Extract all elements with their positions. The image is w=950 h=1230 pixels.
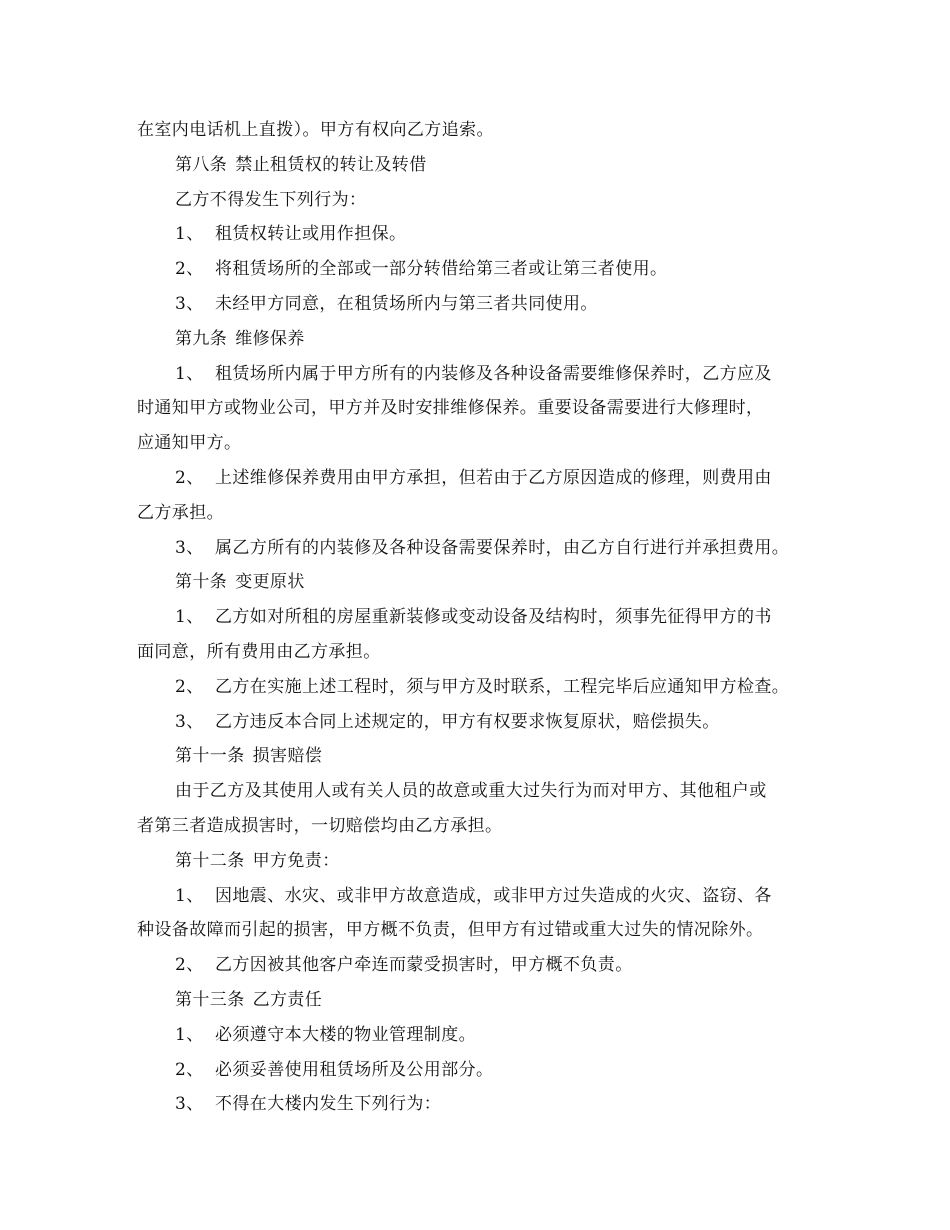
clause-item bbox=[137, 1087, 827, 1122]
clause-item bbox=[137, 705, 827, 740]
article-title: 禁止租赁权的转让及转借 bbox=[235, 154, 427, 175]
body-text-line: 者第三者造成损害时，一切赔偿均由乙方承担。 bbox=[137, 815, 503, 836]
clause-item bbox=[137, 948, 827, 983]
clause-text: 租赁场所内属于甲方所有的内装修及各种设备需要维修保养时，乙方应及 bbox=[215, 363, 772, 384]
article-heading bbox=[137, 983, 827, 1018]
clause-item bbox=[137, 217, 827, 252]
clause-text: 必须遵守本大楼的物业管理制度。 bbox=[215, 1024, 476, 1045]
clause-text: 未经甲方同意，在租赁场所内与第三者共同使用。 bbox=[215, 293, 598, 314]
body-text-line: 乙方不得发生下列行为： bbox=[175, 189, 367, 210]
clause-text: 因地震、水灾、或非甲方故意造成，或非甲方过失造成的火灾、盗窃、各 bbox=[215, 885, 772, 906]
article-heading bbox=[137, 148, 827, 183]
article-number: 第十二条 bbox=[175, 850, 245, 871]
clause-item bbox=[137, 357, 827, 392]
body-text-line: 由于乙方及其使用人或有关人员的故意或重大过失行为而对甲方、其他租户或 bbox=[175, 781, 767, 802]
article-title: 损害赔偿 bbox=[252, 746, 323, 767]
article-number: 第十条 bbox=[175, 572, 228, 593]
clause-number: 2、 bbox=[175, 467, 204, 488]
contract-text-body bbox=[137, 113, 827, 1122]
clause-item bbox=[137, 287, 827, 322]
body-text-line: 乙方承担。 bbox=[137, 502, 224, 523]
clause-text: 必须妥善使用租赁场所及公用部分。 bbox=[215, 1059, 494, 1080]
article-title: 乙方责任 bbox=[252, 989, 323, 1010]
clause-number: 2、 bbox=[175, 1059, 204, 1080]
clause-item bbox=[137, 531, 827, 566]
clause-item bbox=[137, 461, 827, 496]
body-text-line: 时通知甲方或物业公司，甲方并及时安排维修保养。重要设备需要进行大修理时， bbox=[137, 398, 764, 419]
clause-number: 1、 bbox=[175, 363, 204, 384]
body-text-line: 种设备故障而引起的损害，甲方概不负责，但甲方有过错或重大过失的情况除外。 bbox=[137, 920, 764, 941]
clause-number: 1、 bbox=[175, 607, 204, 628]
body-text-line: 在室内电话机上直拨）。甲方有权向乙方追索。 bbox=[137, 120, 494, 140]
article-heading bbox=[137, 844, 827, 879]
clause-text: 上述维修保养费用由甲方承担，但若由于乙方原因造成的修理，则费用由 bbox=[215, 467, 772, 488]
clause-text: 乙方违反本合同上述规定的，甲方有权要求恢复原状，赔偿损失。 bbox=[215, 711, 720, 732]
article-title: 维修保养 bbox=[235, 328, 305, 349]
article-title: 甲方免责： bbox=[252, 850, 340, 871]
clause-number: 2、 bbox=[175, 676, 204, 697]
clause-text: 乙方如对所租的房屋重新装修或变动设备及结构时，须事先征得甲方的书 bbox=[215, 607, 772, 628]
article-number: 第八条 bbox=[175, 154, 228, 175]
clause-item bbox=[137, 252, 827, 287]
clause-number: 3、 bbox=[175, 293, 204, 314]
clause-number: 2、 bbox=[175, 955, 204, 976]
article-number: 第十三条 bbox=[175, 989, 245, 1010]
clause-item bbox=[137, 670, 827, 705]
article-number: 第十一条 bbox=[175, 746, 245, 767]
clause-number: 3、 bbox=[175, 711, 204, 732]
article-heading bbox=[137, 322, 827, 357]
clause-item bbox=[137, 1053, 827, 1088]
clause-number: 1、 bbox=[175, 1024, 204, 1045]
article-number: 第九条 bbox=[175, 328, 228, 349]
article-heading bbox=[137, 739, 827, 774]
clause-item bbox=[137, 879, 827, 914]
article-heading bbox=[137, 565, 827, 600]
clause-item bbox=[137, 1018, 827, 1053]
body-text-line: 面同意，所有费用由乙方承担。 bbox=[137, 641, 381, 662]
clause-text: 不得在大楼内发生下列行为： bbox=[215, 1094, 442, 1115]
clause-text: 乙方在实施上述工程时，须与甲方及时联系，工程完毕后应通知甲方检查。 bbox=[215, 676, 790, 697]
clause-text: 属乙方所有的内装修及各种设备需要保养时，由乙方自行进行并承担费用。 bbox=[215, 537, 790, 558]
body-text-line: 应通知甲方。 bbox=[137, 433, 242, 454]
clause-item bbox=[137, 600, 827, 635]
clause-text: 将租赁场所的全部或一部分转借给第三者或让第三者使用。 bbox=[215, 259, 668, 280]
clause-number: 1、 bbox=[175, 885, 204, 906]
clause-number: 1、 bbox=[175, 224, 204, 245]
clause-number: 2、 bbox=[175, 259, 204, 280]
clause-number: 3、 bbox=[175, 1094, 204, 1115]
article-title: 变更原状 bbox=[235, 572, 305, 593]
clause-text: 租赁权转让或用作担保。 bbox=[215, 224, 407, 245]
clause-number: 3、 bbox=[175, 537, 204, 558]
clause-text: 乙方因被其他客户牵连而蒙受损害时，甲方概不负责。 bbox=[215, 955, 633, 976]
